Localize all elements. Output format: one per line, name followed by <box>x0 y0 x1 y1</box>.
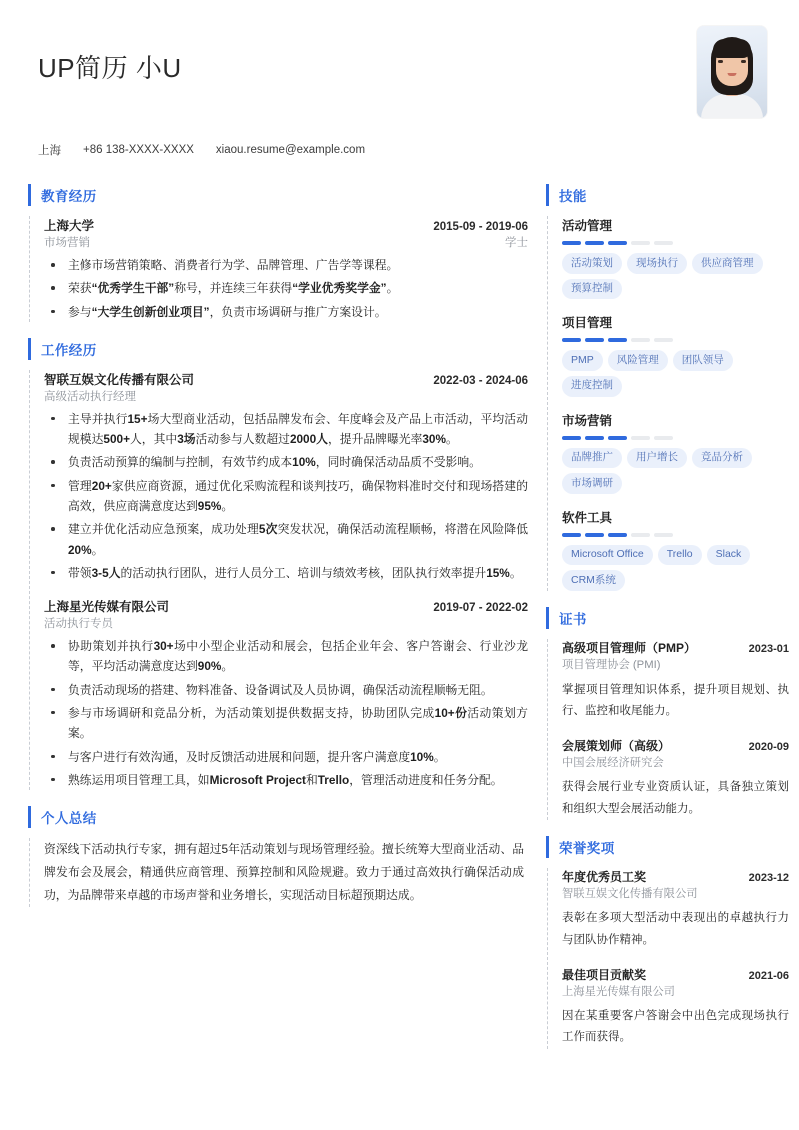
skill-tag: 进度控制 <box>562 376 622 397</box>
credential-card <box>562 737 789 820</box>
skill-group-name: 项目管理 <box>562 316 613 331</box>
bullet-item: 主导并执行15+场大型商业活动，包括品牌发布会、年度峰会及产品上市活动，平均活动规模达500+人，其中3场活动参与人数超过2000人，提升品牌曝光率30%。 <box>44 409 528 450</box>
card-issuer: 中国会展经济研究会 <box>562 757 664 770</box>
skill-level-segment <box>562 241 581 245</box>
resume-columns <box>28 184 789 1065</box>
bullet-item: 负责活动现场的搭建、物料准备、设备调试及人员协调，确保活动流程顺畅无阻。 <box>44 680 528 700</box>
page-title: UP简历 小U <box>38 53 182 83</box>
bullet-item: 荣获“优秀学生干部”称号，并连续三年获得“学业优秀奖学金”。 <box>44 278 528 298</box>
skill-tag-list <box>562 253 789 299</box>
skill-level-segment <box>562 436 581 440</box>
skill-level-bar <box>562 533 789 537</box>
entry-organization: 上海大学 <box>44 219 95 233</box>
skill-level-segment <box>608 241 627 245</box>
skill-level-bar <box>562 241 789 245</box>
credential-card <box>562 639 789 722</box>
section-skills <box>546 184 789 591</box>
skill-tag-list <box>562 448 789 494</box>
skill-level-segment <box>585 338 604 342</box>
skill-tag: CRM系统 <box>562 570 625 591</box>
section-work <box>28 338 528 790</box>
card-issuer: 项目管理协会 (PMI) <box>562 659 661 672</box>
award-cards <box>547 868 789 1049</box>
skill-level-segment <box>562 338 581 342</box>
entry-date-range: 2015-09 - 2019-06 <box>433 221 528 233</box>
skill-tag: PMP <box>562 350 603 371</box>
card-description: 获得会展行业专业资质认证，具备独立策划和组织大型会展活动能力。 <box>562 781 789 815</box>
photo-eye-left <box>718 60 723 63</box>
skill-level-segment <box>631 241 650 245</box>
entry-bullets <box>44 255 528 322</box>
card-date: 2020-09 <box>748 741 789 754</box>
entry-secondary-row <box>44 615 528 631</box>
summary-text: 资深线下活动执行专家，拥有超过5年活动策划与现场管理经验。擅长统筹大型商业活动、品牌发布会及展会，精通供应商管理、预算控制和风险规避。致力于通过高效执行确保活动成功，为品牌带来卓越的市场声誉和业务增长，实现活动目标超预期达成。 <box>44 842 524 903</box>
skill-tag: 活动策划 <box>562 253 622 274</box>
summary-body <box>29 838 528 907</box>
section-header-awards <box>546 836 789 858</box>
skill-level-segment <box>608 338 627 342</box>
contact-line <box>28 142 771 158</box>
card-issuer: 上海星光传媒有限公司 <box>562 985 675 998</box>
skill-tag: 现场执行 <box>627 253 687 274</box>
skill-tag: 用户增长 <box>627 448 687 469</box>
bullet-item: 管理20+家供应商资源，通过优化采购流程和谈判技巧，确保物料准时交付和现场搭建的高效，供应商满意度达到95%。 <box>44 476 528 517</box>
card-date: 2021-06 <box>748 969 789 982</box>
skill-group-name: 市场营销 <box>562 413 613 428</box>
card-primary-row <box>562 966 789 983</box>
skill-tag: 品牌推广 <box>562 448 622 469</box>
skill-tag: Trello <box>658 545 702 566</box>
section-header-work <box>28 338 528 360</box>
skill-tag: Microsoft Office <box>562 545 653 566</box>
left-column <box>28 184 528 923</box>
education-entries <box>29 216 528 322</box>
entry-subtitle: 活动执行专员 <box>44 618 113 631</box>
entry-subtitle: 市场营销 <box>44 237 90 249</box>
bullet-item: 主修市场营销策略、消费者行为学、品牌管理、广告学等课程。 <box>44 255 528 275</box>
entry-subtitle: 高级活动执行经理 <box>44 390 136 403</box>
experience-entry <box>44 216 528 322</box>
entry-organization: 上海星光传媒有限公司 <box>44 600 170 615</box>
skill-group <box>562 411 789 494</box>
section-title: 教育经历 <box>41 189 97 204</box>
work-entries <box>29 370 528 790</box>
entry-bullets <box>44 409 528 583</box>
section-title: 荣誉奖项 <box>559 840 615 856</box>
skill-level-bar <box>562 436 789 440</box>
skill-level-segment <box>631 338 650 342</box>
section-certificates <box>546 607 789 820</box>
section-header-summary <box>28 806 528 828</box>
card-title: 会展策划师（高级） <box>562 739 671 754</box>
skill-tag-list <box>562 545 789 591</box>
skill-level-segment <box>631 436 650 440</box>
skill-level-segment <box>654 241 673 245</box>
photo-eye-right <box>741 60 746 63</box>
credential-card <box>562 966 789 1049</box>
entry-primary-row <box>44 216 528 234</box>
section-title: 证书 <box>559 612 587 628</box>
skill-tag: 竞品分析 <box>692 448 752 469</box>
contact-location: 上海 <box>38 145 61 157</box>
avatar <box>697 26 767 118</box>
section-summary <box>28 806 528 907</box>
card-primary-row <box>562 868 789 885</box>
card-description: 掌握项目管理知识体系，提升项目规划、执行、监控和收尾能力。 <box>562 683 789 717</box>
card-date: 2023-12 <box>748 871 789 884</box>
header-left <box>38 26 182 85</box>
skill-tag: 风险管理 <box>608 350 668 371</box>
skill-group <box>562 313 789 396</box>
skill-tag: 团队领导 <box>673 350 733 371</box>
section-title: 技能 <box>559 189 587 204</box>
skill-level-segment <box>654 338 673 342</box>
right-column <box>546 184 789 1065</box>
certificate-cards <box>547 639 789 820</box>
card-description: 表彰在多项大型活动中表现出的卓越执行力与团队协作精神。 <box>562 912 789 946</box>
bullet-item: 带领3-5人的活动执行团队，进行人员分工、培训与绩效考核，团队执行效率提升15%。 <box>44 563 528 583</box>
card-issuer: 智联互娱文化传播有限公司 <box>562 887 698 900</box>
section-header-skills <box>546 184 789 206</box>
entry-primary-row <box>44 370 528 388</box>
entry-organization: 智联互娱文化传播有限公司 <box>44 372 195 387</box>
card-date: 2023-01 <box>748 643 789 656</box>
skill-level-bar <box>562 338 789 342</box>
card-title: 年度优秀员工奖 <box>562 869 647 884</box>
skill-group-name: 活动管理 <box>562 219 613 233</box>
contact-email: xiaou.resume@example.com <box>215 144 366 156</box>
entry-date-range: 2022-03 - 2024-06 <box>433 374 528 387</box>
entry-secondary-row <box>44 388 528 404</box>
skill-tag-list <box>562 350 789 396</box>
skill-tag: 预算控制 <box>562 279 622 300</box>
experience-entry <box>44 370 528 583</box>
section-title: 工作经历 <box>41 342 97 358</box>
skill-level-segment <box>654 436 673 440</box>
skill-level-segment <box>585 436 604 440</box>
section-education <box>28 184 528 322</box>
skill-group-name: 软件工具 <box>562 510 613 525</box>
skill-level-segment <box>562 533 581 537</box>
experience-entry <box>44 597 528 790</box>
entry-meta: 学士 <box>505 237 528 249</box>
skill-level-segment <box>654 533 673 537</box>
bullet-item: 与客户进行有效沟通，及时反馈活动进展和问题，提升客户满意度10%。 <box>44 747 528 767</box>
entry-date-range: 2019-07 - 2022-02 <box>433 602 528 615</box>
skill-tag: 市场调研 <box>562 473 622 494</box>
skill-group <box>562 508 789 591</box>
skill-level-segment <box>608 436 627 440</box>
bullet-item: 熟练运用项目管理工具，如Microsoft Project和Trello，管理活动进度和任务分配。 <box>44 770 528 790</box>
section-title: 个人总结 <box>41 811 97 827</box>
bullet-item: 参与“大学生创新创业项目”，负责市场调研与推广方案设计。 <box>44 302 528 322</box>
skill-level-segment <box>631 533 650 537</box>
credential-card <box>562 868 789 951</box>
skill-level-segment <box>608 533 627 537</box>
bullet-item: 协助策划并执行30+场中小型企业活动和展会，包括企业年会、客户答谢会、行业沙龙等，平均活动满意度达到90%。 <box>44 636 528 677</box>
card-title: 最佳项目贡献奖 <box>562 967 647 982</box>
card-primary-row <box>562 737 789 754</box>
section-awards <box>546 836 789 1049</box>
entry-bullets <box>44 636 528 790</box>
card-primary-row <box>562 639 789 656</box>
section-header-education <box>28 184 528 206</box>
skill-level-segment <box>585 241 604 245</box>
skill-tag: Slack <box>707 545 751 566</box>
skill-level-segment <box>585 533 604 537</box>
resume-header <box>28 26 771 118</box>
bullet-item: 建立并优化活动应急预案，成功处理5次突发状况，确保活动流程顺畅，将潜在风险降低20%。 <box>44 519 528 560</box>
bullet-item: 负责活动预算的编制与控制，有效节约成本10%，同时确保活动品质不受影响。 <box>44 452 528 472</box>
entry-primary-row <box>44 597 528 615</box>
entry-secondary-row <box>44 234 528 250</box>
contact-phone: +86 138-XXXX-XXXX <box>83 144 194 156</box>
skill-groups <box>547 216 789 591</box>
card-description: 因在某重要客户答谢会中出色完成现场执行工作而获得。 <box>562 1010 789 1044</box>
bullet-item: 参与市场调研和竞品分析，为活动策划提供数据支持，协助团队完成10+份活动策划方案。 <box>44 703 528 744</box>
skill-tag: 供应商管理 <box>692 253 763 274</box>
skill-group <box>562 216 789 299</box>
section-header-certificates <box>546 607 789 629</box>
photo-fringe <box>713 39 751 58</box>
card-title: 高级项目管理师（PMP） <box>562 641 697 656</box>
